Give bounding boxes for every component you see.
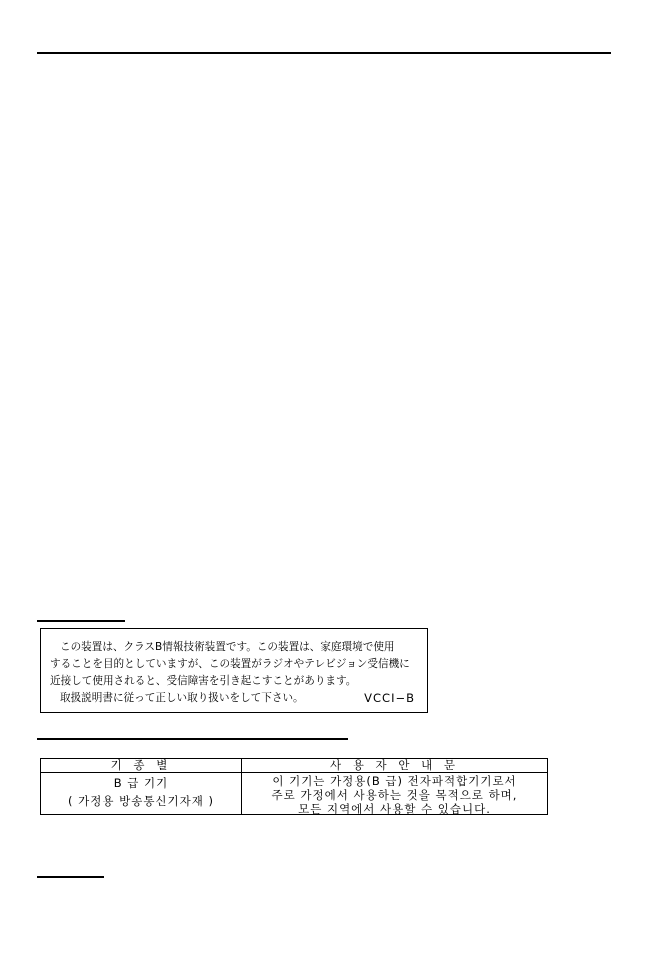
table-cell-user-notice <box>242 773 547 814</box>
table-header-user-notice: 사 용 자 안 내 문 <box>242 759 547 773</box>
vcci-text-line-4-row <box>50 690 419 707</box>
device-class-label: B 급 기기 <box>113 776 169 790</box>
user-notice-line-3: 모든 지역에서 사용할 수 있습니다. <box>298 802 491 814</box>
table-header-device-class: 기 종 별 <box>41 759 242 773</box>
vcci-text-line-4: 取扱説明書に従って正しい取り扱いをして下さい。 <box>60 692 304 704</box>
device-class-description: ( 가정용 방송통신기자재 ) <box>67 794 215 808</box>
section-heading-underline-third <box>37 876 104 878</box>
section-heading-underline-korea <box>37 738 348 740</box>
section-heading-underline-japan <box>37 620 125 622</box>
user-notice-line-1: 이 기기는 가정용(B 급) 전자파적합기기로서 <box>272 774 517 788</box>
vcci-notice-box <box>40 628 428 713</box>
vcci-text-line-3: 近接して使用されると、受信障害を引き起こすことがあります。 <box>50 675 357 687</box>
table-cell-device-class <box>41 773 242 814</box>
vcci-class-code: VCCI−B <box>364 691 415 705</box>
header-rule <box>37 52 611 54</box>
korea-notice-table <box>40 758 548 815</box>
vcci-text-line-1: この装置は、クラスB情報技術装置です。この装置は、家庭環境で使用 <box>60 641 395 653</box>
vcci-text-line-2: することを目的としていますが、この装置がラジオやテレビジョン受信機に <box>50 658 410 670</box>
user-notice-line-2: 주로 가정에서 사용하는 것을 목적으로 하며, <box>271 788 518 802</box>
